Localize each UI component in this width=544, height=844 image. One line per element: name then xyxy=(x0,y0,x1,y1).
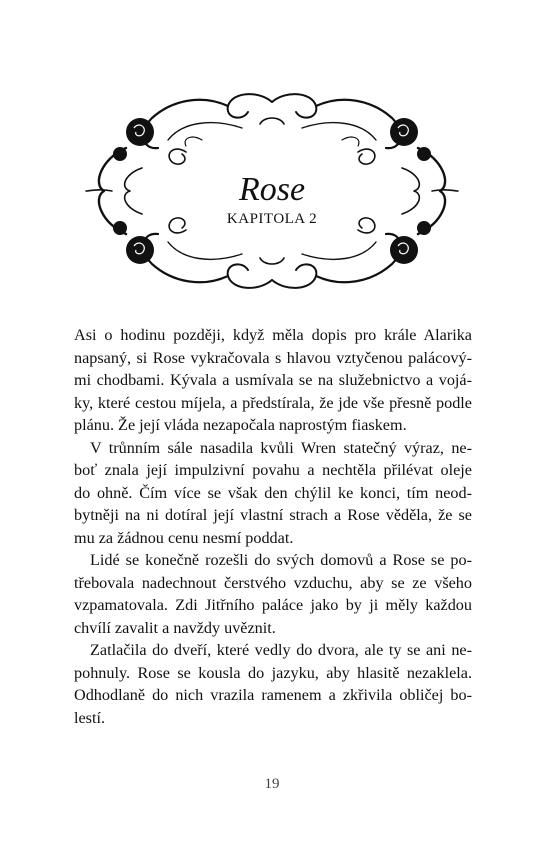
text-line: do ohně. Čím více se však den chýlil ke konci, tím neod- xyxy=(74,483,472,502)
text-line: mu za žádnou cenu nesmí poddat. xyxy=(74,528,294,547)
page-number: 19 xyxy=(264,776,280,792)
chapter-title: Rose xyxy=(238,171,306,208)
text-line: boť znala její impulzivní povahu a nechtěla přilévat oleje xyxy=(74,461,472,479)
text-line: Odhodlaně do nich vrazila ramenem a zkřivila obličej bo- xyxy=(74,686,472,704)
text-line: bytněji na ni dotíral její vlastní strach a Rose věděla, že se xyxy=(74,506,472,524)
text-line: plánu. Že její vláda nezapočala naprostým fiaskem. xyxy=(74,416,407,434)
text-line: Zatlačila do dveří, které vedly do dvora, ale ty se ani ne- xyxy=(90,641,472,659)
text-line: ky, které cestou míjela, a předstírala, že jde vše přesně podle xyxy=(74,393,472,412)
text-line: Asi o hodinu později, když měla dopis pro krále Alarika xyxy=(74,326,472,344)
text-line: pohnuly. Rose se kousla do jazyku, aby hlasitě nezaklela. xyxy=(74,663,472,682)
text-line: třebovala nadechnout čerstvého vzduchu, aby se ze všeho xyxy=(74,573,472,592)
text-line: vzpamatovala. Zdi Jitřního paláce jako by ji měly každou xyxy=(74,596,472,614)
text-line: V trůnním sále nasadila kvůli Wren statečný výraz, ne- xyxy=(90,438,472,457)
body-text xyxy=(74,324,472,729)
text-line: chvílí zavalit a navždy uvěznit. xyxy=(74,618,276,637)
text-line: mi chodbami. Kývala a usmívala se na služebnictvo a vojá- xyxy=(74,371,472,389)
chapter-label: KAPITOLA 2 xyxy=(226,211,318,227)
text-line: lestí. xyxy=(74,708,106,727)
text-line: napsaný, si Rose vykračovala s hlavou vztyčenou palácový- xyxy=(74,348,472,367)
text-line: Lidé se konečně rozešli do svých domovů a Rose se po- xyxy=(90,551,472,569)
